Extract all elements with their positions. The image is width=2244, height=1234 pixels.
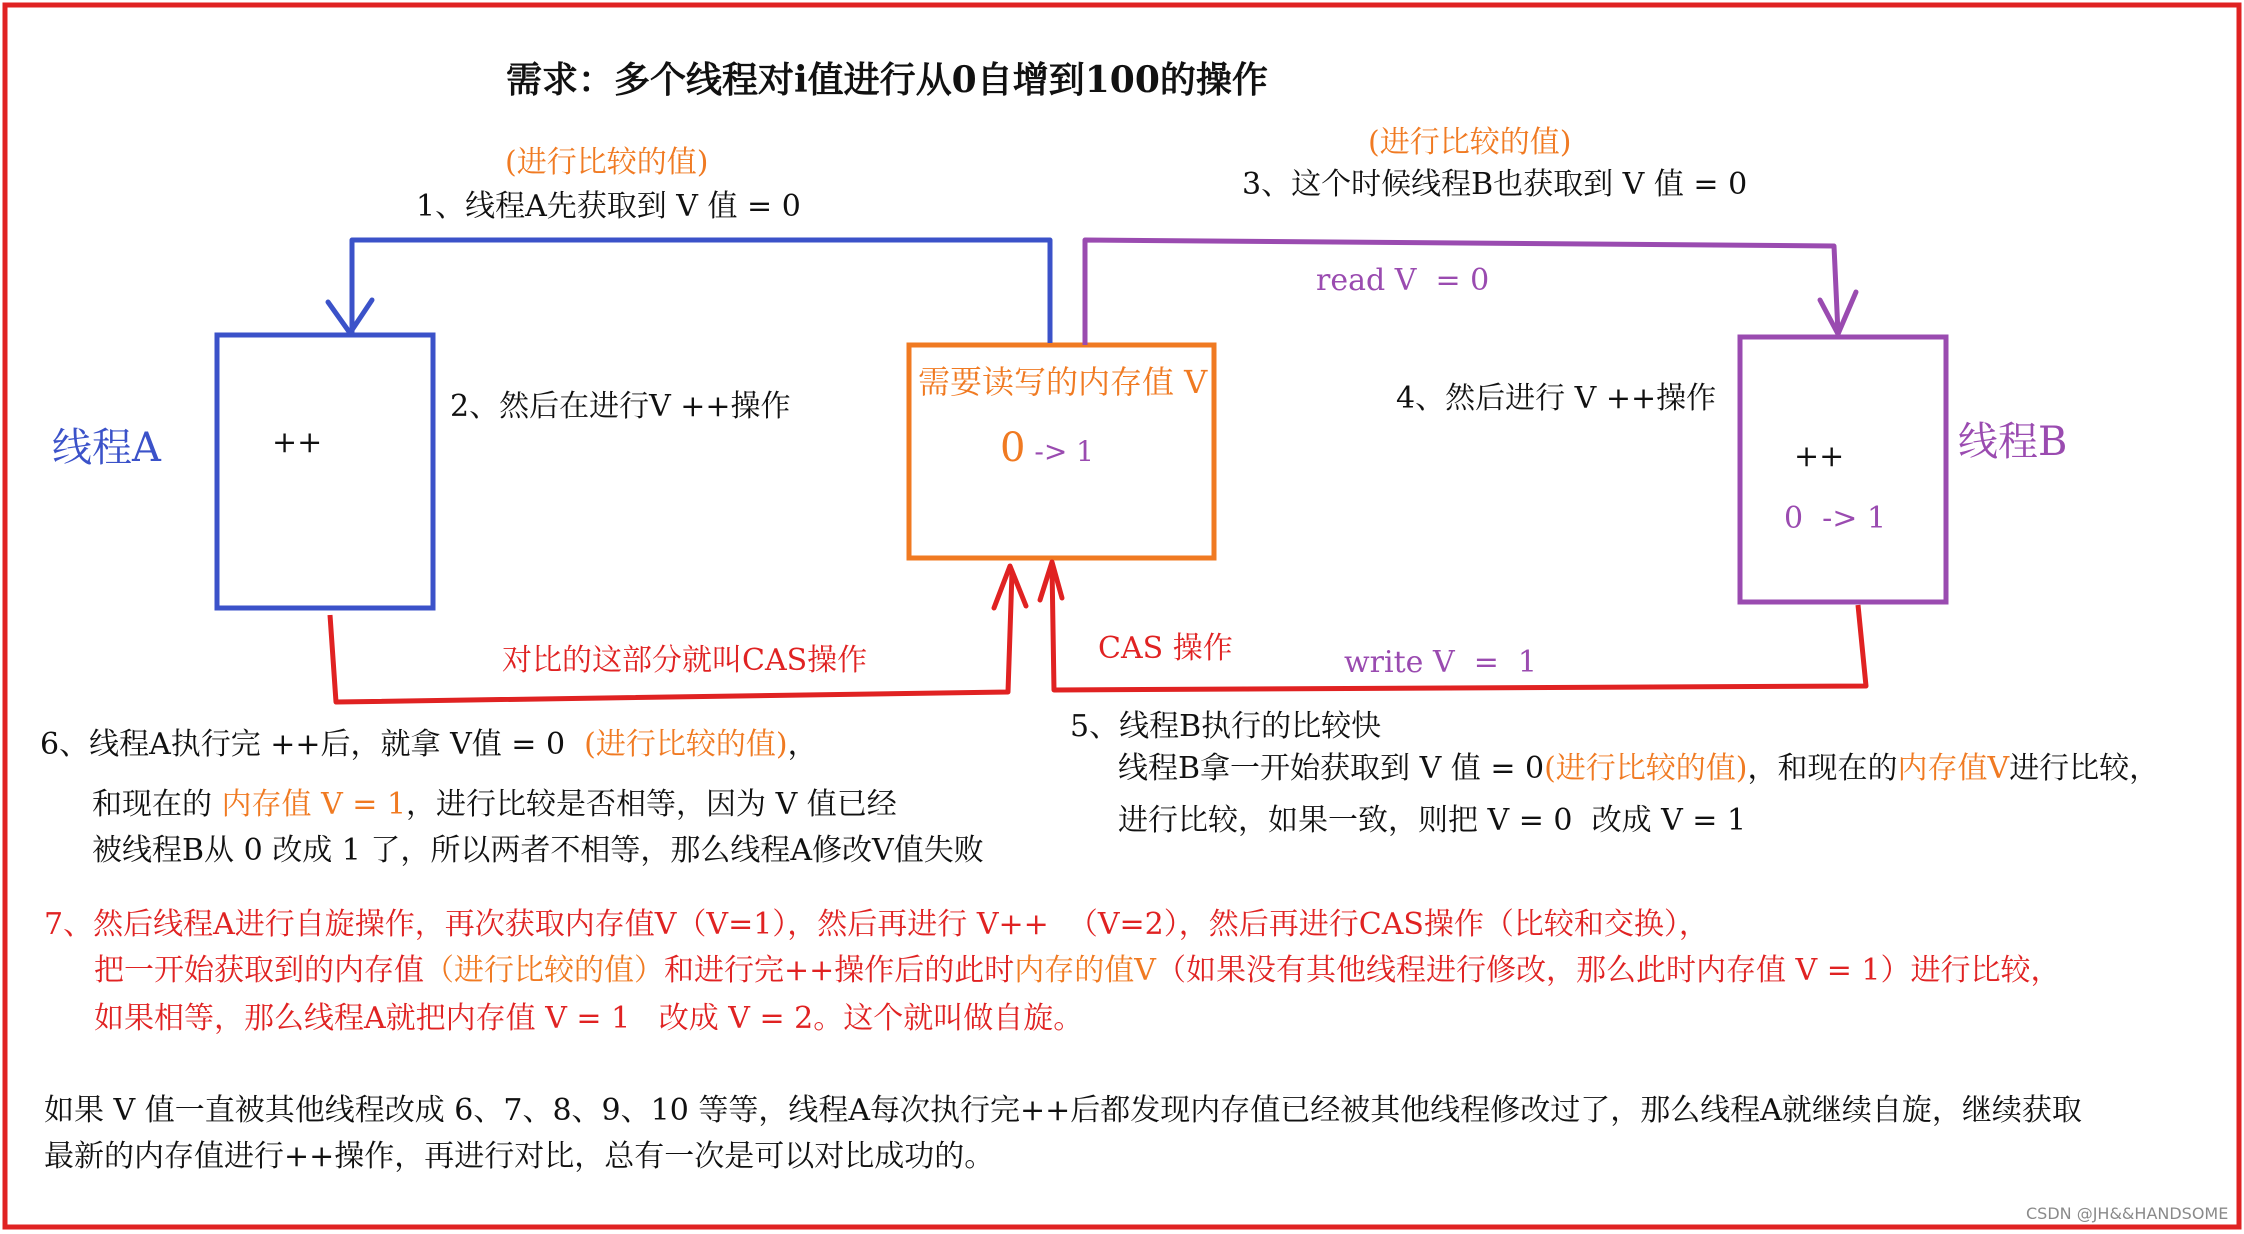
step6-line2-tail: ，进行比较是否相等，因为 V 值已经 bbox=[406, 787, 897, 822]
step7-memory-value: 内存的值V bbox=[1014, 953, 1156, 988]
step7-line1: 7、然后线程A进行自旋操作，再次获取内存值V（V=1），然后再进行 V++ （V=2），然后再进行CAS操作（比较和交换）， bbox=[44, 907, 1709, 942]
step4-label: 4、然后进行 V ++操作 bbox=[1396, 381, 1717, 416]
step7-line2-text: 把一开始获取到的内存值 bbox=[94, 953, 424, 988]
thread-a-box bbox=[217, 335, 433, 608]
step5-line2-mid: ，和现在的 bbox=[1747, 751, 1898, 786]
read-arrow-a bbox=[352, 240, 1050, 343]
step6-line1-text: 6、线程A执行完 ++后，就拿 V值 = 0 bbox=[40, 727, 585, 762]
step5-line1: 5、线程B执行的比较快 bbox=[1070, 709, 1382, 744]
read-v-label: read V = 0 bbox=[1316, 263, 1490, 298]
step6-line1-tail: ， bbox=[787, 727, 818, 762]
step5-line3: 进行比较，如果一致，则把 V = 0 改成 V = 1 bbox=[1118, 803, 1747, 838]
thread-b-label: 线程B bbox=[1958, 419, 2068, 465]
outer-frame bbox=[5, 5, 2239, 1227]
step5-memory-value: 内存值V bbox=[1897, 751, 2010, 786]
step7-line2 bbox=[94, 953, 2061, 988]
summary-line2: 最新的内存值进行++操作，再进行对比，总有一次是可以对比成功的。 bbox=[44, 1139, 995, 1174]
cas-operation-label: CAS 操作 bbox=[1098, 631, 1233, 666]
thread-b-increment: ++ bbox=[1794, 439, 1845, 474]
step5-compare-value: (进行比较的值) bbox=[1544, 751, 1748, 786]
step7-line2-tail: （如果没有其他线程进行修改，那么此时内存值 V = 1）进行比较， bbox=[1155, 953, 2061, 988]
step6-compare-value: (进行比较的值) bbox=[584, 727, 788, 762]
memory-title: 需要读写的内存值 V bbox=[918, 363, 1208, 401]
step1-label: 1、线程A先获取到 V 值 = 0 bbox=[416, 189, 801, 224]
step6-line2-text: 和现在的 bbox=[92, 787, 222, 822]
memory-value-to: -> 1 bbox=[1025, 435, 1094, 468]
summary-line1: 如果 V 值一直被其他线程改成 6、7、8、9、10 等等，线程A每次执行完++后都发现内存值已经被其他线程修改过了，那么线程A就继续自旋，继续获取 bbox=[44, 1093, 2082, 1128]
step7-compare-value: （进行比较的值） bbox=[424, 953, 664, 988]
thread-a-label: 线程A bbox=[52, 425, 161, 471]
step6-line3: 被线程B从 0 改成 1 了，所以两者不相等，那么线程A修改V值失败 bbox=[92, 833, 984, 868]
compare-value-label-a: (进行比较的值) bbox=[505, 145, 709, 180]
thread-a-increment: ++ bbox=[272, 425, 323, 460]
compare-value-label-b: (进行比较的值) bbox=[1368, 125, 1572, 160]
step5-line2-tail: 进行比较， bbox=[2009, 751, 2160, 786]
diagram-title: 需求：多个线程对i值进行从0自增到100的操作 bbox=[506, 59, 1268, 101]
step5-line2-text: 线程B拿一开始获取到 V 值 = 0 bbox=[1118, 751, 1545, 786]
watermark: CSDN @JH&&HANDSOME bbox=[2026, 1204, 2229, 1223]
step7-line3: 如果相等，那么线程A就把内存值 V = 1 改成 V = 2。这个就叫做自旋。 bbox=[94, 1001, 1084, 1036]
cas-compare-label: 对比的这部分就叫CAS操作 bbox=[502, 643, 868, 678]
step7-line2-mid: 和进行完++操作后的此时 bbox=[664, 953, 1015, 988]
step5-line2 bbox=[1118, 751, 2160, 786]
memory-value bbox=[1000, 425, 1094, 471]
memory-value-from: 0 bbox=[1000, 425, 1026, 471]
step2-label: 2、然后在进行V ++操作 bbox=[450, 389, 791, 424]
step6-memory-value: 内存值 V = 1 bbox=[221, 787, 407, 822]
step3-label: 3、这个时候线程B也获取到 V 值 = 0 bbox=[1242, 167, 1748, 202]
thread-b-value-change: 0 -> 1 bbox=[1784, 501, 1887, 536]
step6-line1 bbox=[40, 727, 818, 762]
write-v-label: write V = 1 bbox=[1344, 645, 1537, 680]
step6-line2 bbox=[92, 787, 897, 822]
